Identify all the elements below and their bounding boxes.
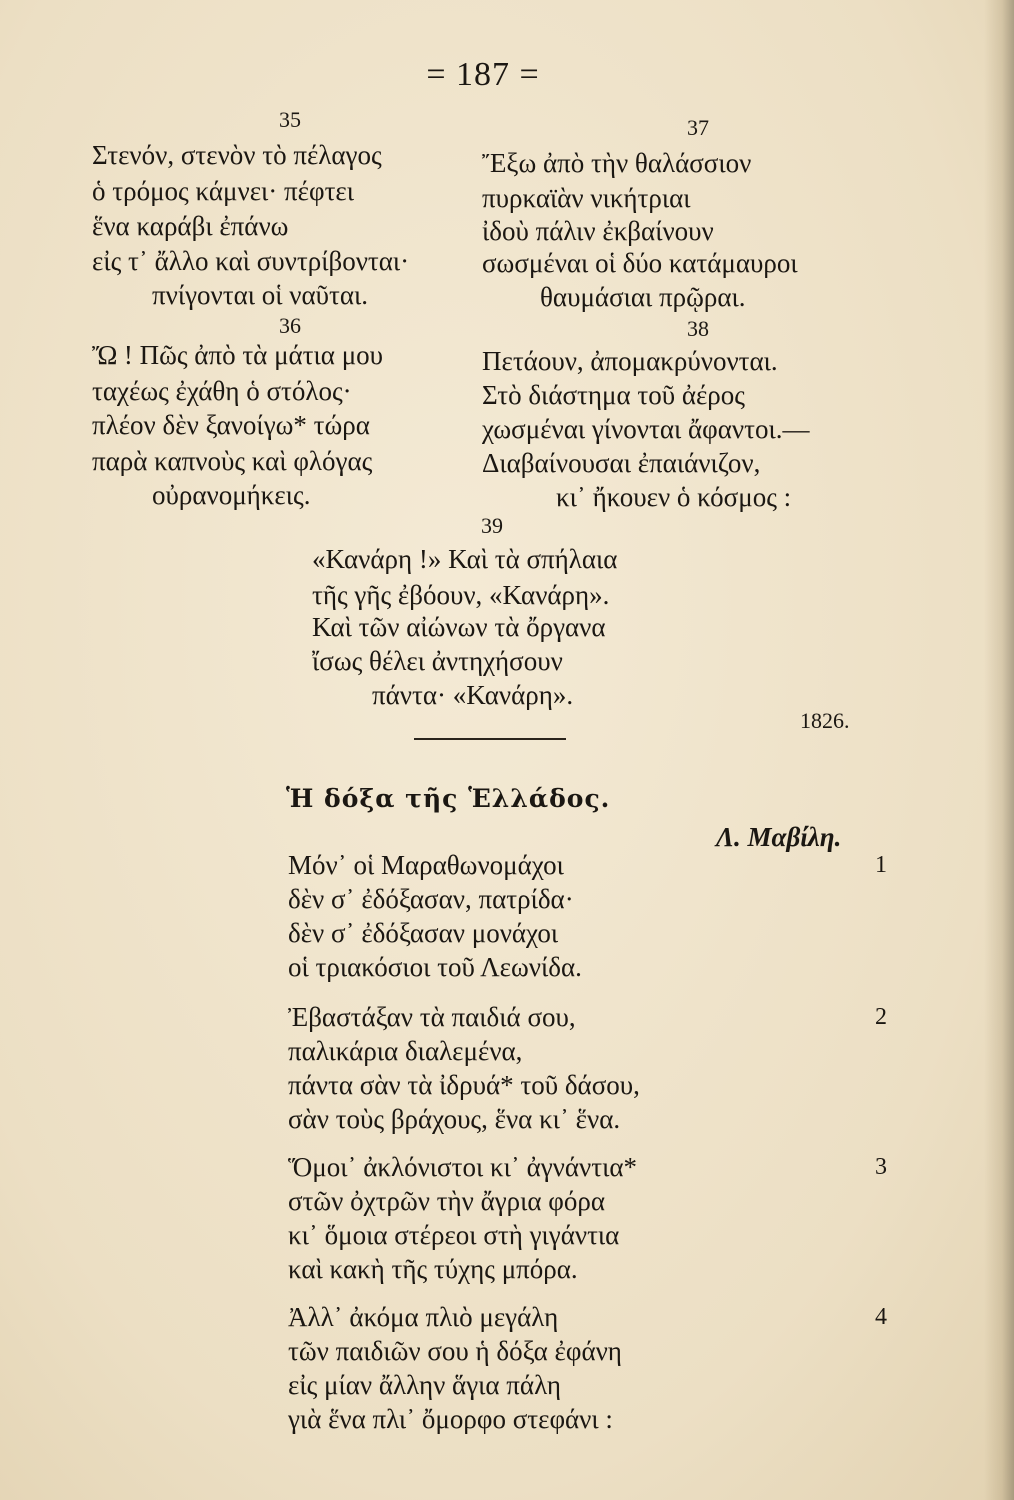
verse-line: Ἀλλ᾿ ἀκόμα πλιὸ μεγάλη — [288, 1302, 559, 1332]
verse-line: Ἐβαστάξαν τὰ παιδιά σου, — [288, 1002, 576, 1032]
verse-line: δὲν σ᾿ ἐδόξασαν μονάχοι — [288, 918, 559, 948]
verse-line: εἰς μίαν ἄλλην ἅγια πάλη — [288, 1370, 562, 1400]
verse-line: οὐρανομήκεις. — [152, 480, 311, 510]
verse-line: παλικάρια διαλεμένα, — [288, 1036, 523, 1066]
verse-line: Καὶ τῶν αἰώνων τὰ ὄργανα — [312, 612, 606, 642]
verse-line: Στὸ διάστημα τοῦ ἀέρος — [482, 380, 745, 410]
verse-line: Διαβαίνουσαι ἐπαιάνιζον, — [482, 448, 761, 478]
verse-line: Ὅμοι᾿ ἀκλόνιστοι κι᾿ ἀγνάντια* — [288, 1152, 637, 1182]
verse-line: χωσμέναι γίνονται ἄφαντοι.— — [482, 414, 810, 444]
verse-line: πνίγονται οἱ ναῦται. — [152, 280, 368, 310]
verse-line: στῶν ὀχτρῶν τὴν ἄγρια φόρα — [288, 1186, 606, 1216]
verse-line: πάντα σὰν τὰ ἰδρυά* τοῦ δάσου, — [288, 1070, 640, 1100]
verse-line: «Κανάρη !» Καὶ τὰ σπήλαια — [312, 544, 618, 574]
verse-line: οἱ τριακόσιοι τοῦ Λεωνίδα. — [288, 952, 582, 982]
verse-line: πλέον δὲν ξανοίγω* τώρα — [92, 410, 370, 440]
poem-title: Ἡ δόξα τῆς Ἑλλάδος. — [286, 784, 611, 813]
verse-line: ἴσως θέλει ἀντηχήσουν — [312, 646, 563, 676]
page-number: = 187 = — [426, 56, 540, 93]
verse-line: ὁ τρόμος κάμνει· πέφτει — [92, 176, 355, 206]
verse-line: Στενόν, στενὸν τὸ πέλαγος — [92, 140, 382, 170]
verse-line: πυρκαϊὰν νικήτριαι — [482, 183, 691, 213]
verse-line: Μόν᾿ οἱ Μαραθωνομάχοι — [288, 850, 564, 880]
stanza-number: 35 — [279, 107, 301, 132]
verse-line: ἕνα καράβι ἐπάνω — [92, 211, 289, 241]
page-edge-shadow — [984, 0, 1014, 1500]
verse-line: κι᾿ ὅμοια στέρεοι στὴ γιγάντια — [288, 1220, 620, 1250]
verse-line: Ἔξω ἀπὸ τὴν θαλάσσιον — [482, 148, 752, 178]
verse-line: ἰδοὺ πάλιν ἐκβαίνουν — [482, 216, 714, 246]
poem-date: 1826. — [800, 708, 850, 733]
verse-line: γιὰ ἕνα πλι᾿ ὄμορφο στεφάνι : — [288, 1404, 613, 1434]
verse-line: Πετάουν, ἀπομακρύνονται. — [482, 346, 778, 376]
stanza-number: 36 — [279, 313, 301, 338]
stanza-number: 2 — [875, 1004, 887, 1030]
verse-line: Ὤ ! Πῶς ἀπὸ τὰ μάτια μου — [92, 340, 384, 370]
verse-line: παρὰ καπνοὺς καὶ φλόγας — [92, 446, 373, 476]
section-divider — [414, 738, 566, 740]
stanza-number: 1 — [875, 852, 887, 878]
verse-line: τῶν παιδιῶν σου ἡ δόξα ἐφάνη — [288, 1336, 622, 1366]
verse-line: ταχέως ἐχάθη ὁ στόλος· — [92, 376, 352, 406]
verse-line: σωσμέναι οἱ δύο κατάμαυροι — [482, 248, 798, 278]
stanza-number: 4 — [875, 1304, 887, 1330]
verse-line: πάντα· «Κανάρη». — [372, 680, 574, 710]
verse-line: θαυμάσιαι πρῷραι. — [540, 282, 746, 312]
stanza-number: 39 — [481, 513, 503, 538]
verse-line: σὰν τοὺς βράχους, ἕνα κι᾿ ἕνα. — [288, 1104, 621, 1134]
stanza-number: 3 — [875, 1154, 887, 1180]
verse-line: τῆς γῆς ἐβόουν, «Κανάρη». — [312, 580, 610, 610]
verse-line: εἰς τ᾿ ἄλλο καὶ συντρίβονται· — [92, 246, 410, 276]
verse-line: κι᾿ ἤκουεν ὁ κόσμος : — [556, 482, 792, 512]
verse-line: καὶ κακὴ τῆς τύχης μπόρα. — [288, 1254, 578, 1284]
verse-line: δὲν σ᾿ ἐδόξασαν, πατρίδα· — [288, 884, 574, 914]
stanza-number: 38 — [687, 316, 709, 341]
poem-author: Λ. Μαβίλη. — [716, 822, 842, 852]
stanza-number: 37 — [687, 115, 709, 140]
